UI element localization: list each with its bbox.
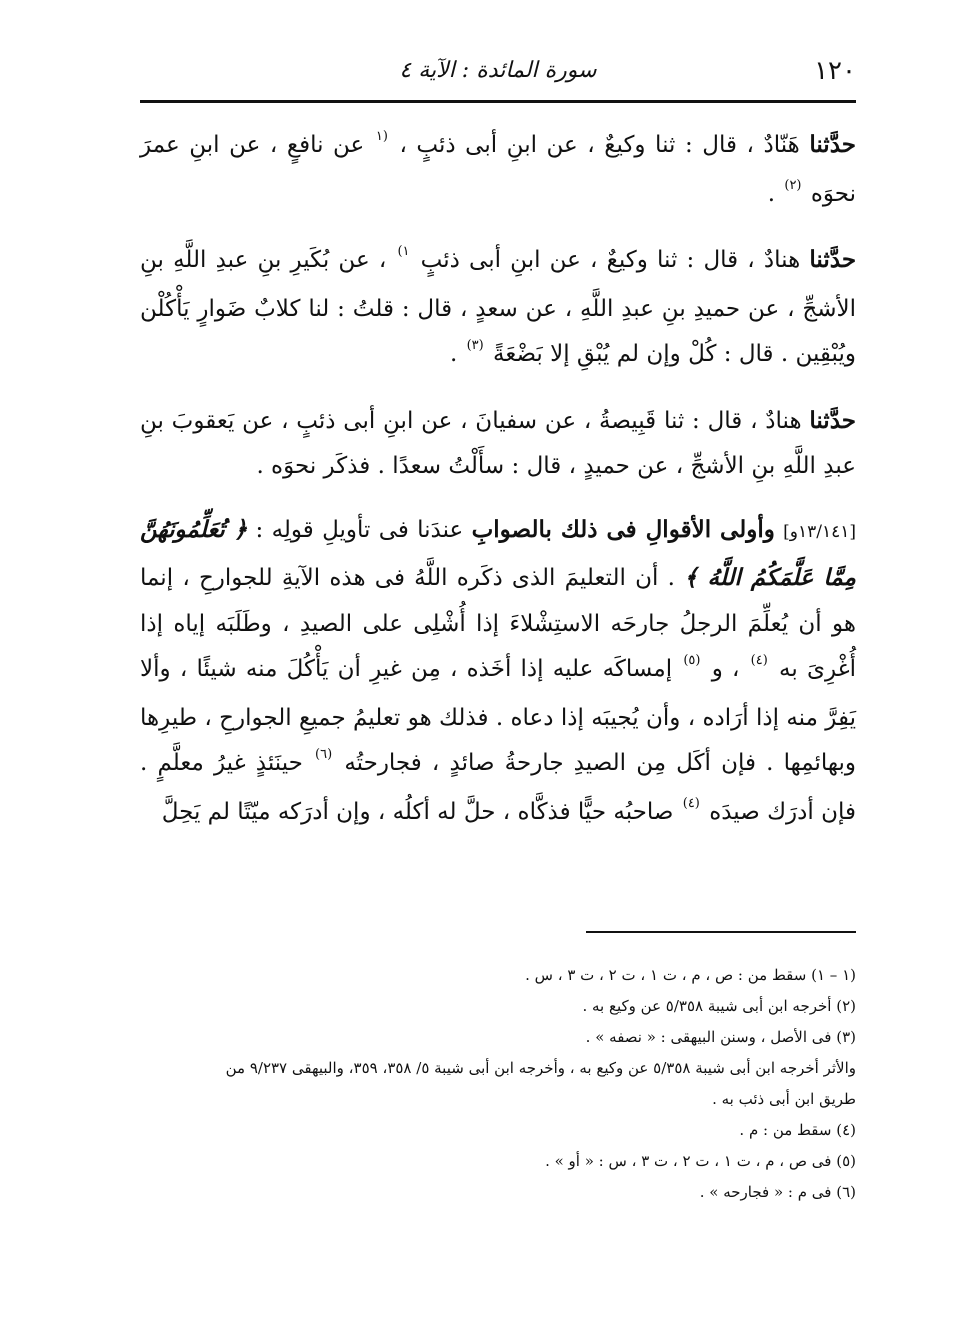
running-title: سورة المائدة : الآية ٤: [399, 58, 597, 83]
sanad-opening: حدَّثنا: [809, 131, 856, 158]
paragraph-3: [140, 398, 856, 490]
footnote-ref: (٦): [315, 747, 333, 762]
paragraph-text: حينَئذٍ غيرُ معلَّمٍ . فإن أدرَك صيدَه: [140, 750, 856, 825]
paragraph-text: عندَنا فى تأويلِ قولِه :: [255, 516, 464, 543]
footnotes: [140, 960, 856, 1208]
paragraph-text: عن نافعٍ ، عن ابنِ عمرَ نحوَه: [140, 132, 856, 207]
manuscript-marker: [١٣/١٤١و]: [783, 521, 856, 542]
footnote-rule: [586, 931, 856, 933]
paragraph-text: .: [449, 341, 458, 367]
header-rule: [140, 100, 856, 103]
footnote-6: (٦) فى م : « فجارحه » .: [699, 1183, 856, 1201]
paragraph-text: هنادٌ ، قال : ثنا وكيعٌ ، عن ابنِ أبى ذئبٍ: [420, 247, 801, 273]
sanad-opening: حدَّثنا: [809, 406, 856, 434]
paragraph-1: [140, 122, 856, 220]
footnote-ref: ١): [397, 244, 410, 259]
main-text: [140, 122, 856, 838]
footnote-3: (٣) فى الأصل ، وسنن البيهقى : « نصفه » .: [585, 1028, 856, 1046]
paragraph-text: ، و: [711, 656, 740, 682]
paragraph-4: [140, 507, 856, 839]
sanad-opening: حدَّثنا: [809, 246, 857, 273]
paragraph-text: . أن التعليمَ الذى ذكَره اللَّهُ فى هذه الآيةِ للجوارحِ ، إنما هو أن يُعلِّمَ الرجلُ جارحَه الاستِشْلاءَ إذا أُشْلِى على الصيدِ ، وطَلَبَه إياه إذا أُغْرِىَ به: [140, 565, 857, 682]
footnote-1: (١ – ١) سقط من : ص ، م ، ت ١ ، ت ٢ ، ت ٣ ، س .: [525, 966, 856, 984]
paragraph-text: هنادٌ ، قال : ثنا قَبِيصةُ ، عن سفيانَ ، عن ابنِ أبى ذئبٍ ، عن يَعقوبَ بنِ عبدِ اللَّهِ بنِ الأشجِّ ، عن حميدٍ ، قال : سأَلْتُ سعدًا . فذكَر نحوَه .: [140, 407, 856, 479]
footnote-ref: (٤): [682, 795, 700, 811]
footnote-3-continuation: والأثر أخرجه ابن أبى شيبة ٥/٣٥٨ عن وكيع به ، وأخرجه ابن أبى شيبة ٥/ ٣٥٨، ٣٥٩، والبيهقى ٩/٢٣٧ من: [225, 1059, 856, 1077]
page-number: ١٢٠: [814, 56, 856, 86]
footnote-ref: (٣): [466, 338, 484, 353]
quran-verse: ﴿ تُعَلِّمُونَهُنَّ مِمَّا عَلَّمَكُمُ اللَّهُ ﴾: [140, 515, 856, 591]
paragraph-text: إمساكَه عليه إذا أخَذه ، مِن غيرِ أن يَأْكُلَ منه شيئًا ، وألا يَفِرَّ منه إذا أرَاده ، وأن يُجيبَه إذا دعاه . فذلك هو تعليمُ جميعِ الجوارحِ ، طيرِها وبهائمِها . فإن أكَل مِن الصيدِ جارحةُ صائدٍ ، فجارحتُه: [140, 656, 857, 776]
paragraph-text: هَنّادٌ ، قال : ثنا وكيعٌ ، عن ابنِ أبى ذئبٍ ،: [399, 132, 800, 158]
paragraph-text: صاحبُه حيًّا فذكَّاه ، حلَّ له أكلُه ، وإن أدرَكه ميّتًا لم يَحِلَّ: [161, 798, 674, 825]
footnote-ref: (٥): [683, 653, 701, 668]
footnote-ref: (١: [375, 129, 388, 144]
footnote-3-continuation-2: طريق ابن أبى ذئب به .: [712, 1090, 856, 1108]
footnote-ref: (٤): [750, 653, 768, 668]
page-header: [140, 52, 856, 98]
paragraph-2: [140, 237, 856, 381]
paragraph-text: ، عن بُكَيرِ بنِ عبدِ اللَّهِ بنِ الأشجِّ ، عن حميدِ بنِ عبدِ اللَّهِ ، عن سعدٍ ، قال : قلتُ : لنا كلابٌ ضَوارٍ يَأْكُلْن ويُبْقِين . قال : كُلْ وإن لم يُبْقِ إلا بَضْعَةً: [140, 247, 856, 367]
footnote-2: (٢) أخرجه ابن أبى شيبة ٥/٣٥٨ عن وكيع به .: [582, 997, 856, 1015]
footnote-5: (٥) فى ص ، م ، ت ١ ، ت ٢ ، ت ٣ ، س : « أو » .: [545, 1152, 856, 1170]
paragraph-text: .: [767, 180, 776, 207]
footnote-4: (٤) سقط من : م .: [739, 1121, 856, 1139]
footnote-ref: (٢): [784, 177, 802, 193]
section-heading: وأولى الأقوالِ فى ذلك بالصوابِ: [471, 515, 775, 543]
